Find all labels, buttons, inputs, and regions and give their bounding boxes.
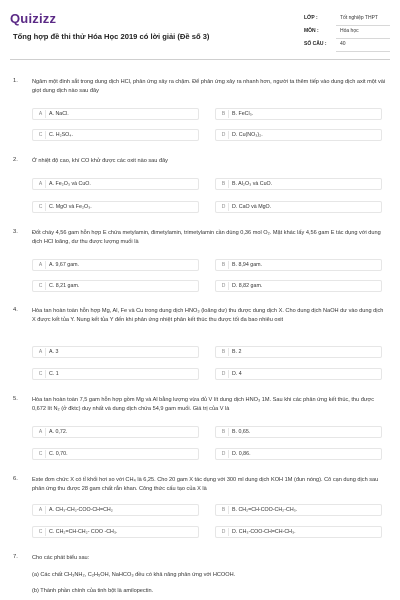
option-letter: A — [36, 180, 46, 188]
question-text: Hòa tan hoàn toàn 7,5 gam hỗn hợp gồm Mg và Al bằng lượng vừa đủ V lít dung dịch HNO₃ 1M. Sau khi các phản ứng kết thúc, thu được 0,672 lít N₂ (ở đktc) duy nhất và dung dịch chứa 54,9 gam muối. Giá trị của V là — [32, 397, 375, 412]
option-text: A. CH₃-CH₂-COO-CH=CH₂ — [49, 507, 113, 513]
option-text: D. 8,82 gam. — [232, 283, 263, 289]
option-text: C. 8,21 gam. — [49, 283, 80, 289]
option-letter: C — [36, 370, 46, 378]
option-letter: D — [219, 450, 229, 458]
quizizz-logo: Quizizz — [10, 11, 57, 26]
question-number: 7. — [13, 554, 18, 560]
question-text: Este đơn chức X có tỉ khối hơi so với CH₄ là 6,25. Cho 20 gam X tác dụng với 300 ml dung dịch KOH 1M (đun nóng). Cô cạn dung dịch sau phản ứng thu được 28 gam chất rắn khan. Công thức cấu tạo của X là — [32, 477, 379, 492]
header-divider — [10, 59, 390, 60]
option-text: D. CH₃-COO-CH=CH-CH₃. — [232, 529, 296, 535]
meta-value: Hóa học — [340, 28, 359, 34]
option-c[interactable] — [32, 280, 199, 292]
option-a[interactable] — [32, 178, 199, 190]
option-a[interactable] — [32, 426, 199, 438]
option-a[interactable] — [32, 259, 199, 271]
option-letter: C — [36, 450, 46, 458]
option-letter: A — [36, 261, 46, 269]
question-number: 1. — [13, 78, 18, 84]
option-d[interactable] — [215, 368, 382, 380]
question-number: 4. — [13, 307, 18, 313]
option-b[interactable] — [215, 178, 382, 190]
option-d[interactable] — [215, 448, 382, 460]
option-letter: D — [219, 131, 229, 139]
option-letter: A — [36, 506, 46, 514]
option-text: B. FeCl₃. — [232, 111, 254, 117]
option-text: B. CH₂=CH-COO-CH₂-CH₃. — [232, 507, 298, 513]
worksheet-title: Tổng hợp đề thi thử Hóa Học 2019 có lời giải (Đề số 3) — [13, 32, 210, 41]
option-b[interactable] — [215, 426, 382, 438]
option-letter: C — [36, 282, 46, 290]
option-letter: B — [219, 180, 229, 188]
meta-label: LỚP : — [304, 15, 318, 21]
option-c[interactable] — [32, 448, 199, 460]
option-b[interactable] — [215, 259, 382, 271]
meta-value: Tốt nghiệp THPT — [340, 15, 378, 21]
option-d[interactable] — [215, 201, 382, 213]
question-text: Hòa tan hoàn toàn hỗn hợp Mg, Al, Fe và Cu trong dung dịch HNO₃ (loãng dư) thu được dung dịch X. Cho dung dịch NaOH dư vào dung dịch X được kết tủa Y. Nung kết tủa Y đến khi phản ứng nhiệt phân kết thúc thu được tối đa bao nhiêu oxit — [32, 308, 384, 323]
option-letter: C — [36, 131, 46, 139]
option-c[interactable] — [32, 368, 199, 380]
meta-value: 40 — [340, 41, 346, 47]
option-b[interactable] — [215, 504, 382, 516]
question-text: Ở nhiệt độ cao, khí CO khử được các oxit nào sau đây — [32, 158, 168, 164]
statement-b: (b) Thành phần chính của tinh bột là amilopectin. — [32, 588, 154, 594]
option-text: C. MgO và Fe₂O₃. — [49, 204, 92, 210]
option-c[interactable] — [32, 526, 199, 538]
option-text: C. 0,70. — [49, 451, 68, 457]
option-c[interactable] — [32, 129, 199, 141]
option-letter: C — [36, 203, 46, 211]
option-text: A. NaCl. — [49, 111, 69, 117]
worksheet-meta — [298, 13, 398, 52]
meta-class — [298, 13, 398, 26]
question-number: 2. — [13, 157, 18, 163]
option-text: A. 9,67 gam. — [49, 262, 80, 268]
option-letter: D — [219, 370, 229, 378]
option-letter: B — [219, 261, 229, 269]
meta-label: SỐ CÂU : — [304, 41, 327, 47]
option-text: B. 0,65. — [232, 429, 251, 435]
question-text: Đốt cháy 4,56 gam hỗn hợp E chứa metylamin, đimetylamin, trimetylamin cần dùng 0,36 mol O₂. Mặt khác lấy 4,56 gam E tác dụng với dung dịch HCl loãng, dư thu được lượng muối là — [32, 230, 381, 245]
option-text: C. H₂SO₄. — [49, 132, 73, 138]
question-text: Ngâm một đinh sắt trong dung dịch HCl, phản ứng xảy ra chậm. Để phản ứng xảy ra nhanh hơn, người ta thêm tiếp vào dung dịch axit một vài giọt dung dịch nào sau đây — [32, 79, 386, 94]
option-letter: D — [219, 282, 229, 290]
option-c[interactable] — [32, 201, 199, 213]
option-a[interactable] — [32, 346, 199, 358]
option-text: C. CH₂=CH-CH₂- COO -CH₃. — [49, 529, 118, 535]
option-letter: C — [36, 528, 46, 536]
option-text: B. Al₂O₃ và CuO. — [232, 181, 273, 187]
option-letter: B — [219, 428, 229, 436]
option-text: A. 3 — [49, 349, 59, 355]
meta-subject — [298, 26, 398, 39]
question-text: Cho các phát biểu sau: — [32, 555, 90, 561]
meta-underline — [336, 51, 390, 52]
option-b[interactable] — [215, 346, 382, 358]
option-text: A. 0,72. — [49, 429, 68, 435]
option-d[interactable] — [215, 280, 382, 292]
option-a[interactable] — [32, 504, 199, 516]
question-number: 5. — [13, 396, 18, 402]
meta-label: MÔN : — [304, 28, 319, 34]
option-letter: A — [36, 428, 46, 436]
option-letter: A — [36, 110, 46, 118]
worksheet-header — [0, 0, 400, 60]
option-letter: A — [36, 348, 46, 356]
meta-question-count — [298, 39, 398, 52]
option-a[interactable] — [32, 108, 199, 120]
option-text: D. Cu(NO₃)₂. — [232, 132, 263, 138]
option-text: B. 8,94 gam. — [232, 262, 263, 268]
option-b[interactable] — [215, 108, 382, 120]
option-letter: B — [219, 506, 229, 514]
option-d[interactable] — [215, 526, 382, 538]
question-number: 6. — [13, 476, 18, 482]
option-text: A. Fe₂O₃ và CuO. — [49, 181, 91, 187]
option-d[interactable] — [215, 129, 382, 141]
option-text: D. 0,86. — [232, 451, 251, 457]
option-letter: B — [219, 348, 229, 356]
option-letter: B — [219, 110, 229, 118]
question-number: 3. — [13, 229, 18, 235]
option-text: D. 4 — [232, 371, 242, 377]
option-text: B. 2 — [232, 349, 242, 355]
option-text: D. CaO và MgO. — [232, 204, 272, 210]
option-letter: D — [219, 528, 229, 536]
option-letter: D — [219, 203, 229, 211]
statement-a: (a) Các chất CH₃NH₂, C₂H₅OH, NaHCO₃ đều có khả năng phản ứng với HCOOH. — [32, 572, 236, 578]
option-text: C. 1 — [49, 371, 59, 377]
